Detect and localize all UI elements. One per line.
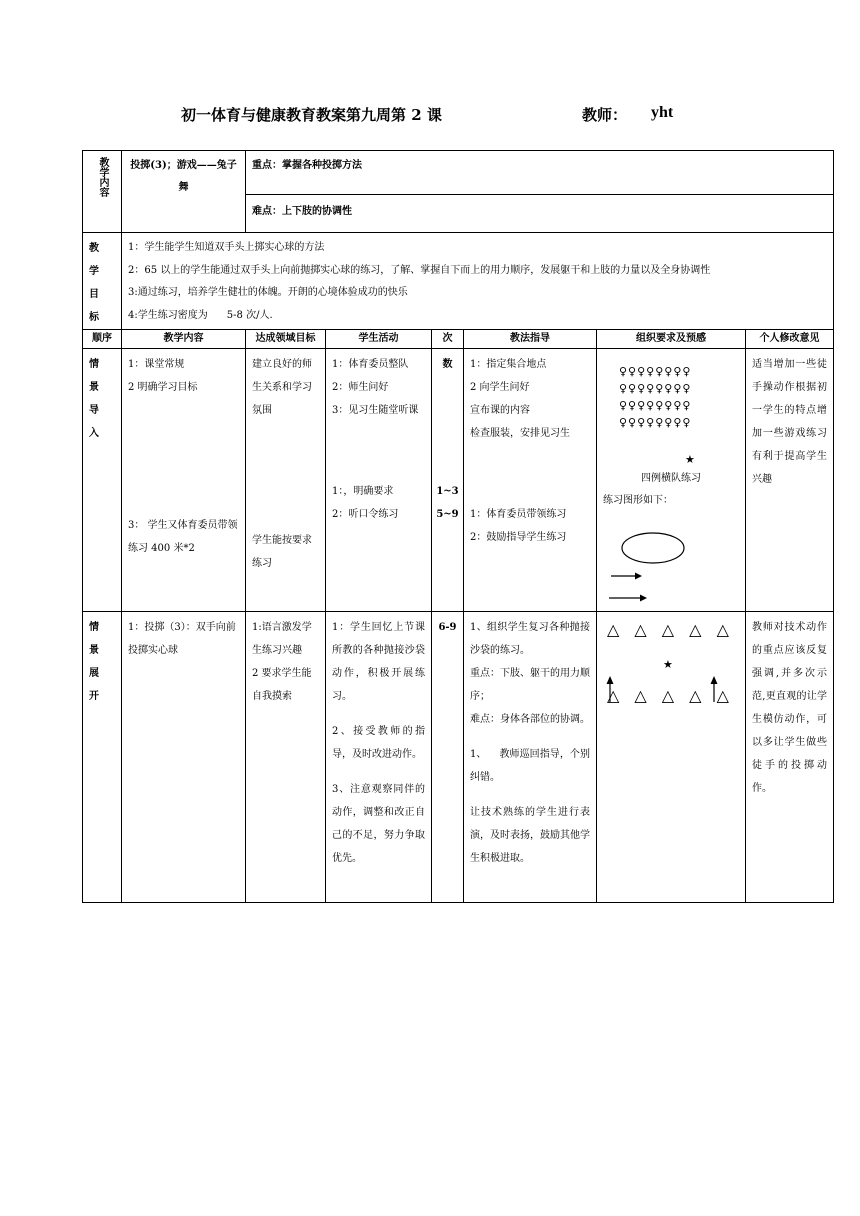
- triangle-row: △ △ △ △ △: [607, 686, 734, 705]
- method-line: 1：体育委员带领练习: [470, 509, 567, 520]
- method-line: 1、组织学生复习各种抛接沙袋的练习。: [470, 622, 590, 656]
- row-times: [432, 612, 464, 903]
- activity-line: 3、注意观察同伴的动作，调整和改正自己的不足，努力争取优先。: [332, 784, 425, 864]
- method-line: 让技术熟练的学生进行表演，及时表扬，鼓励其他学生积极进取。: [470, 807, 590, 864]
- col-header-times: 次: [432, 330, 464, 349]
- method-line: 1、 教师巡回指导，个别纠错。: [470, 749, 590, 783]
- times-line: 1~3: [436, 486, 459, 497]
- content-label-text: 教学内容: [97, 157, 108, 197]
- arrow-up-head: [607, 676, 614, 684]
- method-line: 宣布课的内容: [470, 405, 530, 416]
- symbol-row: ♀♀♀♀♀♀♀♀: [619, 399, 692, 412]
- lesson-title: 初一体育与健康教育教案第九周第 2 课: [181, 106, 442, 124]
- figure-label: 练习图形如下：: [603, 495, 673, 506]
- goals-section-label: [83, 233, 122, 330]
- times-line: 5~9: [436, 509, 459, 520]
- method-line: 重点：下肢、躯干的用力顺序；: [470, 668, 590, 702]
- row-goals: [246, 612, 326, 903]
- lesson-row-development: [83, 612, 834, 903]
- row-activities: [326, 612, 432, 903]
- content-line: 2 明确学习目标: [128, 382, 198, 393]
- formation-label: 四例横队练习: [641, 473, 701, 484]
- activity-line: 2、接受教师的指导，及时改进动作。: [332, 726, 425, 760]
- content-line: 1：投掷（3）：双手向前投掷实心球: [128, 622, 236, 656]
- col-header-activities: 学生活动: [326, 330, 432, 349]
- activity-line: 2：听口令练习: [332, 509, 399, 520]
- method-line: 1：指定集合地点: [470, 359, 547, 370]
- teacher-star-icon: ★: [663, 658, 673, 671]
- track-oval-icon: [622, 533, 684, 563]
- teacher-star-icon: ★: [685, 453, 695, 466]
- row-method: [464, 612, 597, 903]
- row-activities: [326, 349, 432, 612]
- method-line: 2：鼓励指导学生练习: [470, 532, 567, 543]
- row-method: [464, 349, 597, 612]
- col-header-org: 组织要求及预感: [597, 330, 746, 349]
- symbol-row: ♀♀♀♀♀♀♀♀: [619, 382, 692, 395]
- practice-figure: [597, 349, 746, 611]
- activity-line: 1：体育委员整队: [332, 359, 409, 370]
- row-order-text: 情景展开: [89, 622, 107, 702]
- content-line: 1：课堂常规: [128, 359, 185, 370]
- row-content: [122, 612, 246, 903]
- teacher-name: yht: [651, 104, 674, 121]
- goal-item: 1：学生能学生知道双手头上掷实心球的方法: [128, 242, 325, 253]
- content-line: 3： 学生又体育委员带领练习 400 米*2: [128, 520, 238, 554]
- goals-list: [122, 233, 834, 330]
- activity-line: 1：学生回忆上节课所教的各种抛接沙袋动作，积极开展练习。: [332, 622, 425, 702]
- col-header-notes: 个人修改意见: [746, 330, 834, 349]
- org-diagram-intro: [597, 349, 746, 612]
- triangle-row: △ △ △ △ △: [607, 620, 734, 639]
- row-times: [432, 349, 464, 612]
- activity-line: 3：见习生随堂听课: [332, 405, 419, 416]
- symbol-row: ♀♀♀♀♀♀♀♀: [619, 365, 692, 378]
- throw-direction-figure: [597, 612, 746, 902]
- col-header-goals: 达成领域目标: [246, 330, 326, 349]
- goal-line: 2 要求学生能自我摸索: [252, 668, 312, 702]
- goal-line: 1:语言激发学生练习兴趣: [252, 622, 312, 656]
- key-point: 重点：掌握各种投掷方法: [246, 151, 834, 195]
- arrow-up-head: [711, 676, 718, 684]
- row-order: [83, 612, 122, 903]
- activity-line: 1：，明确要求: [332, 486, 394, 497]
- goals-label-text: 教学目标: [89, 243, 107, 323]
- content-topic: 投掷(3)；游戏——兔子舞: [122, 151, 246, 233]
- goal-item: 3:通过练习，培养学生健壮的体魄。开朗的心境体验成功的快乐: [128, 287, 408, 298]
- row-order: [83, 349, 122, 612]
- method-line: 难点：身体各部位的协调。: [470, 714, 590, 725]
- row-notes: 教师对技术动作的重点应该反复强调,并多次示范,更直观的让学生模仿动作，可以多让学生做些徒手的投掷动作。: [746, 612, 834, 903]
- col-header-method: 教法指导: [464, 330, 597, 349]
- row-notes: 适当增加一些徒手操动作根据初一学生的特点增加一些游戏练习有利于提高学生兴趣: [746, 349, 834, 612]
- method-line: 2 向学生问好: [470, 382, 530, 393]
- col-header-content: 教学内容: [122, 330, 246, 349]
- teacher-label: 教师：: [582, 106, 628, 124]
- column-header-row: [83, 330, 834, 349]
- row-order-text: 情景导入: [89, 359, 107, 439]
- goal-line: 学生能按要求练习: [252, 535, 312, 569]
- goal-item: 2：65 以上的学生能通过双手头上向前抛掷实心球的练习，了解、掌握自下而上的用力顺序，发展躯干和上肢的力量以及全身协调性: [128, 264, 711, 276]
- lesson-row-intro: [83, 349, 834, 612]
- col-header-order: 顺序: [83, 330, 122, 349]
- times-line: 数: [442, 359, 453, 370]
- times-line: 6-9: [438, 622, 457, 633]
- symbol-row: ♀♀♀♀♀♀♀♀: [619, 416, 692, 429]
- goal-line: 建立良好的师生关系和学习氛围: [252, 359, 312, 416]
- content-section-label: [83, 151, 122, 233]
- arrow-right-head: [640, 595, 647, 602]
- row-content: [122, 349, 246, 612]
- row-goals: [246, 349, 326, 612]
- method-line: 检查服装，安排见习生: [470, 428, 570, 439]
- goal-item: 4:学生练习密度为 5-8 次/人.: [128, 309, 273, 321]
- arrow-right-head: [635, 573, 642, 580]
- lesson-plan-table: [82, 150, 834, 903]
- org-diagram-development: [597, 612, 746, 903]
- activity-line: 2：师生问好: [332, 382, 389, 393]
- difficulty-point: 难点：上下肢的协调性: [246, 195, 834, 233]
